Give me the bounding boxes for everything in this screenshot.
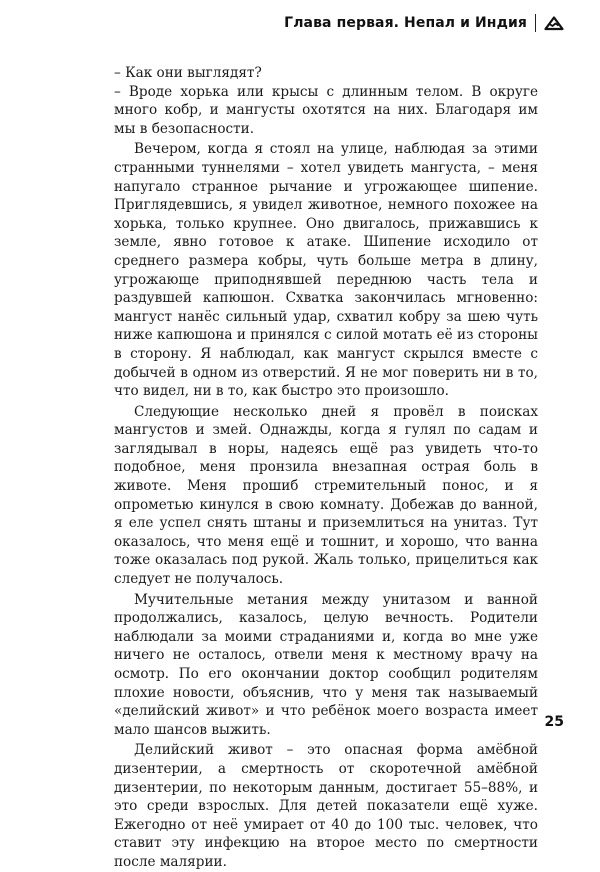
page-body — [114, 64, 538, 872]
chapter-title: Глава первая. Непал и Индия — [284, 15, 527, 31]
paragraph-illness-onset: Следующие несколько дней я провёл в поисках мангустов и змей. Однажды, когда я гулял по садам и заглядывал в норы, надеясь ещё раз увидеть что-то подобное, меня пронзила внезапная острая боль в животе. Меня прошиб стремительный понос, и я опрометью кинулся в свою комнату. Добежав до ванной, я еле успел снять штаны и приземлиться на унитаз. Тут оказалось, что меня ещё и тошнит, и хорошо, что ванна тоже оказалась под рукой. Жаль только, прицелиться как следует не получалось. — [114, 403, 538, 588]
header-divider — [535, 14, 536, 32]
himalaya-mountain-icon — [544, 15, 564, 31]
page-number: 25 — [544, 714, 564, 730]
running-header — [284, 14, 564, 32]
paragraph-dialogue-1: – Как они выглядят? — [114, 65, 262, 81]
paragraph-dialogue-2: – Вроде хорька или крысы с длинным телом. В округе много кобр, и мангусты охотятся на них. Благодаря им мы в безопасности. — [114, 83, 538, 137]
paragraph-doctor-visit: Мучительные метания между унитазом и ванной продолжались, казалось, целую вечность. Родители наблюдали за моими страданиями и, когда во мне уже ничего не осталось, отвели меня к местному врачу на осмотр. По его окончании доктор сообщил родителям плохие новости, объяснив, что у меня так называемый «делийский живот» и что ребёнок моего возраста имеет мало шансов выжить. — [114, 591, 538, 738]
paragraph-mongoose-fight: Вечером, когда я стоял на улице, наблюдая за этими странными туннелями – хотел увидеть мангуста, – меня напугало странное рычание и угрожающее шипение. Приглядевшись, я увидел животное, немного похожее на хорька, только крупнее. Оно двигалось, прижавшись к земле, явно готовое к атаке. Шипение исходило от среднего размера кобры, чуть больше метра в длину, угрожающе приподнявшей переднюю часть тела и раздувшей капюшон. Схватка закончилась мгновенно: мангуст нанёс сильный удар, схватил кобру за шею чуть ниже капюшона и принялся с силой мотать её из стороны в сторону. Я наблюдал, как мангуст скрылся вместе с добычей в одном из отверстий. Я не мог поверить ни в то, что видел, ни в то, как быстро это произошло. — [114, 141, 538, 400]
paragraph-dysentery-facts: Делийский живот – это опасная форма амёбной дизентерии, а смертность от скоротечной амёбной дизентерии, по некоторым данным, достигает 55–88%, и это среди взрослых. Для детей показатели ещё хуже. Ежегодно от неё умирает от 40 до 100 тыс. человек, что ставит эту инфекцию на второе место по смертности после малярии. — [114, 742, 538, 870]
